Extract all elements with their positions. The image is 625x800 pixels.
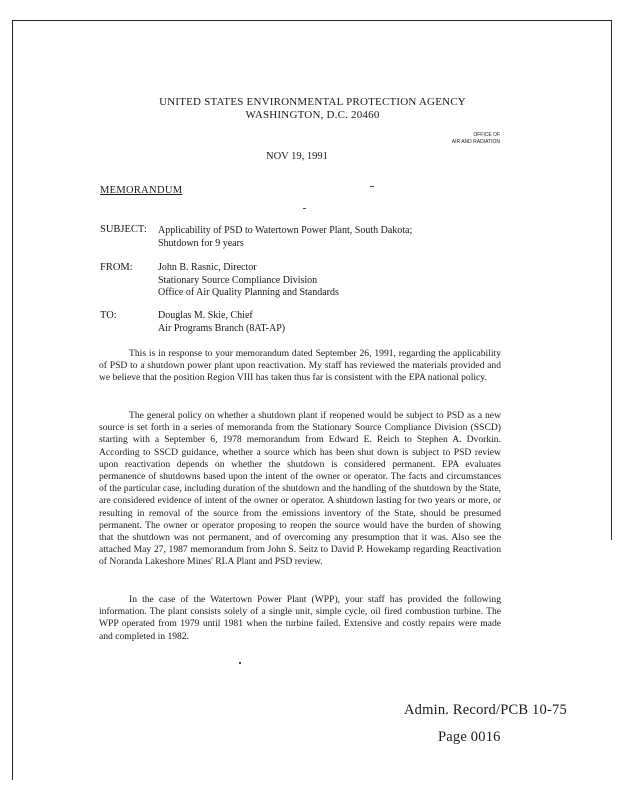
paragraph-text: In the case of the Watertown Power Plant (WPP), your staff has provided the following information. The plant consists solely of a single unit, simple cycle, oil fired combustion turbine. The WPP operated from 1979 until 1981 when the turbine failed. Extensive and costly repairs were made and completed in 1982. bbox=[99, 594, 501, 642]
scan-speck bbox=[370, 186, 374, 187]
body-paragraph-1 bbox=[99, 348, 501, 385]
page-number-stamp: Page 0016 bbox=[438, 729, 501, 745]
scan-speck bbox=[239, 662, 241, 664]
body-paragraph-2 bbox=[99, 410, 501, 569]
from-line-1: John B. Rasnic, Director bbox=[158, 262, 257, 273]
memo-date: NOV 19, 1991 bbox=[266, 151, 328, 162]
scan-speck bbox=[303, 208, 306, 209]
paragraph-text: This is in response to your memorandum dated September 26, 1991, regarding the applicability of PSD to a shutdown power plant upon reactivation. My staff has reviewed the materials provided and we believe that the position Region VIII has taken thus far is consistent with the EPA national policy. bbox=[99, 348, 501, 384]
from-text bbox=[158, 262, 339, 300]
memo-title: MEMORANDUM bbox=[100, 185, 183, 196]
office-block bbox=[436, 132, 500, 146]
to-line-1: Douglas M. Skie, Chief bbox=[158, 310, 253, 321]
to-label: TO: bbox=[100, 310, 117, 321]
to-line-2: Air Programs Branch (8AT-AP) bbox=[158, 322, 286, 334]
paragraph-text: The general policy on whether a shutdown plant if reopened would be subject to PSD as a new source is set forth in a series of memoranda from the Stationary Source Compliance Division (SSCD) starting with a September 6, 1978 memorandum from Edward E. Reich to Stephen A. Dvorkin. According to SSCD guidance, whether a source which has been shut down is subject to PSD review upon reactivation depends on whether the shutdown is considered permanent. EPA evaluates permanence of shutdowns based upon the intent of the owner or operator. The facts and circumstances of the particular case, including duration of the shutdown and the handling of the shutdown by the State, are considered evidence of intent of the owner or operator. A shutdown lasting for two years or more, or resulting in removal of the source from the emissions inventory of the State, should be presumed permanent. The owner or operator proposing to reopen the source would have the burden of showing that the shutdown was not permanent, and of overcoming any presumption that it was. Also see the attached May 27, 1987 memorandum from John S. Seitz to David P. Howekamp regarding Reactivation of Noranda Lakeshore Mines' RLA Plant and PSD review. bbox=[99, 410, 501, 568]
scan-border-top bbox=[12, 20, 612, 21]
admin-record-stamp: Admin. Record/PCB 10-75 bbox=[404, 702, 567, 718]
subject-line-1: Applicability of PSD to Watertown Power Plant, South Dakota; bbox=[158, 225, 413, 236]
office-line-2: AIR AND RADIATION bbox=[451, 139, 500, 145]
office-line-1: OFFICE OF bbox=[473, 132, 500, 138]
from-line-2: Stationary Source Compliance Division bbox=[158, 274, 318, 286]
to-text bbox=[158, 310, 285, 335]
agency-header bbox=[0, 96, 625, 122]
body-paragraph-3 bbox=[99, 594, 501, 643]
from-line-3: Office of Air Quality Planning and Standards bbox=[158, 287, 339, 298]
from-label: FROM: bbox=[100, 262, 133, 273]
subject-text bbox=[158, 225, 412, 250]
agency-name: UNITED STATES ENVIRONMENTAL PROTECTION AGENCY bbox=[159, 96, 466, 108]
agency-address: WASHINGTON, D.C. 20460 bbox=[245, 109, 380, 121]
scan-border-left bbox=[12, 20, 13, 780]
subject-line-2: Shutdown for 9 years bbox=[158, 237, 244, 249]
subject-label: SUBJECT: bbox=[100, 224, 147, 235]
